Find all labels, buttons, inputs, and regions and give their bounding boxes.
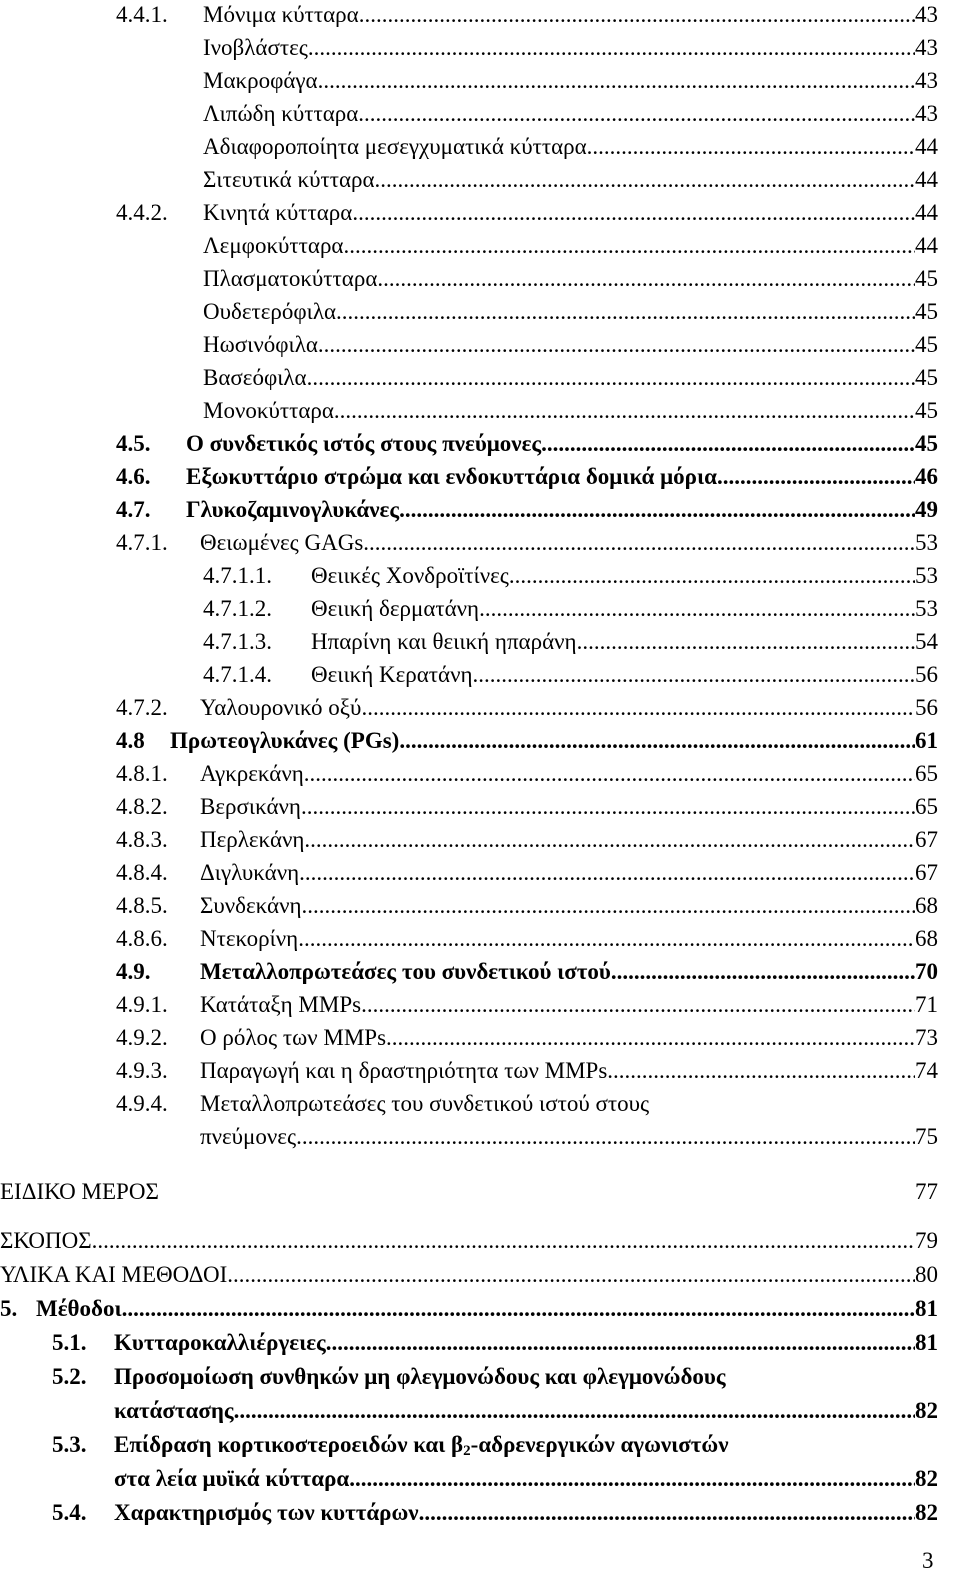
toc-page: 61 xyxy=(915,728,938,753)
toc-entry-ylika[interactable] xyxy=(0,1260,938,1290)
toc-title: Εξωκυττάριο στρώμα και ενδοκυττάρια δομικά μόρια xyxy=(186,464,717,489)
toc-number: 4.7.1.3. xyxy=(203,629,272,654)
toc-entry-4-4-2[interactable] xyxy=(116,198,938,228)
toc-page: 67 xyxy=(915,860,938,885)
toc-page: 68 xyxy=(915,926,938,951)
toc-entry-5-2-line1[interactable] xyxy=(52,1362,726,1392)
toc-entry-4-7-1[interactable] xyxy=(116,528,938,558)
toc-entry-lemfokyttara[interactable] xyxy=(203,231,938,261)
toc-title: Μονοκύτταρα xyxy=(203,398,334,423)
toc-title: Μεταλλοπρωτεάσες του συνδετικού ιστού xyxy=(200,959,611,984)
toc-number: 5.1. xyxy=(52,1330,87,1355)
toc-entry-5-1[interactable] xyxy=(52,1328,938,1358)
toc-title: Συνδεκάνη xyxy=(200,893,302,918)
toc-entry-iosinofila[interactable] xyxy=(203,330,938,360)
toc-entry-4-9-4-line1[interactable] xyxy=(116,1089,649,1119)
toc-number: 5. xyxy=(0,1296,18,1321)
toc-entry-4-7-1-4[interactable] xyxy=(203,660,938,690)
toc-page: 45 xyxy=(915,299,938,324)
toc-number: 4.9. xyxy=(116,959,151,984)
toc-number: 5.3. xyxy=(52,1432,87,1457)
toc-title: -αδρενεργικών αγωνιστών xyxy=(470,1432,729,1457)
toc-title: Αδιαφοροποίητα μεσεγχυματικά κύτταρα xyxy=(203,134,587,159)
toc-number: 4.8.2. xyxy=(116,794,168,819)
toc-entry-5[interactable] xyxy=(0,1294,938,1324)
toc-title: Κινητά κύτταρα xyxy=(203,200,353,225)
toc-entry-adiaforopoiita[interactable] xyxy=(203,132,938,162)
toc-leader xyxy=(299,858,915,888)
toc-entry-4-8-4[interactable] xyxy=(116,858,938,888)
toc-page: 67 xyxy=(915,827,938,852)
toc-title: Περλεκάνη xyxy=(200,827,305,852)
toc-entry-4-5[interactable] xyxy=(116,429,938,459)
toc-page: 45 xyxy=(915,398,938,423)
toc-entry-lipodi[interactable] xyxy=(203,99,938,129)
toc-page: 81 xyxy=(915,1330,938,1355)
toc-leader xyxy=(607,1056,915,1086)
toc-page: 44 xyxy=(915,167,938,192)
toc-page: 49 xyxy=(915,497,938,522)
toc-number: 4.9.4. xyxy=(116,1091,168,1116)
toc-leader xyxy=(304,825,915,855)
toc-title: Πλασματοκύτταρα xyxy=(203,266,378,291)
toc-number: 4.8.5. xyxy=(116,893,168,918)
toc-title: Θειικές Χονδροϊτίνες xyxy=(311,563,509,588)
toc-number: 4.8.4. xyxy=(116,860,168,885)
toc-title: Ηωσινόφιλα xyxy=(203,332,318,357)
toc-entry-4-8[interactable] xyxy=(116,726,938,756)
toc-title: Λιπώδη κύτταρα xyxy=(203,101,359,126)
toc-number: 4.7.1.2. xyxy=(203,596,272,621)
page-number: 3 xyxy=(922,1548,934,1573)
toc-title: ΕΙΔΙΚΟ ΜΕΡΟΣ xyxy=(0,1179,159,1204)
toc-number: 4.7.1.1. xyxy=(203,563,272,588)
toc-page: 45 xyxy=(915,266,938,291)
toc-title: Λεμφοκύτταρα xyxy=(203,233,344,258)
toc-number: 4.8.1. xyxy=(116,761,168,786)
toc-title: Μεταλλοπρωτεάσες του συνδετικού ιστού στους xyxy=(200,1091,650,1116)
toc-leader xyxy=(301,792,915,822)
toc-number: 4.8.6. xyxy=(116,926,168,951)
toc-title: Διγλυκάνη xyxy=(200,860,300,885)
toc-page: 65 xyxy=(915,794,938,819)
toc-entry-4-9[interactable] xyxy=(116,957,938,987)
toc-page: 82 xyxy=(915,1398,938,1423)
toc-entry-4-9-1[interactable] xyxy=(116,990,938,1020)
toc-page: 65 xyxy=(915,761,938,786)
toc-title: Επίδραση κορτικοστεροειδών και β xyxy=(114,1432,464,1457)
toc-leader xyxy=(541,429,915,459)
toc-number: 4.7.1.4. xyxy=(203,662,272,687)
toc-page: 56 xyxy=(915,662,938,687)
toc-subscript: 2 xyxy=(463,1443,471,1459)
toc-title: Χαρακτηρισμός των κυττάρων xyxy=(114,1500,419,1525)
toc-number: 4.7.2. xyxy=(116,695,168,720)
toc-entry-4-8-2[interactable] xyxy=(116,792,938,822)
toc-page: 43 xyxy=(915,68,938,93)
toc-number: 4.9.2. xyxy=(116,1025,168,1050)
toc-entry-4-7-1-1[interactable] xyxy=(203,561,938,591)
toc-section-special[interactable] xyxy=(0,1177,938,1207)
toc-page: 43 xyxy=(915,35,938,60)
toc-leader xyxy=(577,627,915,657)
toc-entry-4-7-2[interactable] xyxy=(116,693,938,723)
toc-title: Πρωτεογλυκάνες (PGs) xyxy=(170,728,400,753)
toc-page: 81 xyxy=(915,1296,938,1321)
toc-entry-4-7[interactable] xyxy=(116,495,938,525)
toc-entry-4-4-1[interactable] xyxy=(116,0,938,30)
toc-leader xyxy=(308,33,915,63)
toc-number: 4.9.3. xyxy=(116,1058,168,1083)
toc-entry-5-2-line2[interactable] xyxy=(114,1396,938,1426)
toc-title: Προσομοίωση συνθηκών μη φλεγμονώδους και φλεγμονώδους xyxy=(114,1364,726,1389)
toc-page: 73 xyxy=(915,1025,938,1050)
toc-page: 44 xyxy=(915,233,938,258)
toc-page: 53 xyxy=(915,563,938,588)
toc-number: 5.2. xyxy=(52,1364,87,1389)
toc-leader xyxy=(386,1023,915,1053)
toc-leader xyxy=(399,726,915,756)
toc-page: 70 xyxy=(915,959,938,984)
toc-leader xyxy=(361,990,915,1020)
toc-leader xyxy=(587,132,915,162)
toc-title: Υαλουρονικό οξύ xyxy=(200,695,362,720)
toc-leader xyxy=(509,561,915,591)
toc-number: 4.4.2. xyxy=(116,200,168,225)
toc-leader xyxy=(363,528,915,558)
toc-entry-4-8-5[interactable] xyxy=(116,891,938,921)
toc-title: Μακροφάγα xyxy=(203,68,318,93)
toc-entry-5-3-line2[interactable] xyxy=(114,1464,938,1494)
toc-page: 45 xyxy=(915,332,938,357)
toc-page: 43 xyxy=(915,101,938,126)
toc-leader xyxy=(611,957,915,987)
toc-leader xyxy=(717,462,915,492)
toc-number: 4.7. xyxy=(116,497,151,522)
toc-number: 4.8 xyxy=(116,728,145,753)
toc-title: πνεύμονες xyxy=(200,1124,297,1149)
toc-leader xyxy=(343,231,915,261)
toc-entry-inovlastes[interactable] xyxy=(203,33,938,63)
toc-entry-4-9-4-line2[interactable] xyxy=(200,1122,938,1152)
toc-number: 5.4. xyxy=(52,1500,87,1525)
toc-page: 53 xyxy=(915,596,938,621)
toc-leader xyxy=(359,0,915,30)
toc-title: Κυτταροκαλλιέργειες xyxy=(114,1330,326,1355)
toc-page: 80 xyxy=(915,1262,938,1287)
toc-leader xyxy=(326,1328,915,1358)
toc-page: 45 xyxy=(915,365,938,390)
toc-number: 4.4.1. xyxy=(116,2,168,27)
toc-leader xyxy=(479,594,915,624)
toc-leader xyxy=(227,1260,915,1290)
toc-leader xyxy=(304,759,915,789)
toc-leader xyxy=(358,99,915,129)
toc-page: 79 xyxy=(915,1228,938,1253)
toc-leader xyxy=(318,66,915,96)
toc-number: 4.9.1. xyxy=(116,992,168,1017)
toc-title: στα λεία μυϊκά κύτταρα xyxy=(114,1466,350,1491)
toc-leader xyxy=(334,396,915,426)
toc-leader xyxy=(307,363,915,393)
toc-title: κατάστασης xyxy=(114,1398,234,1423)
toc-entry-4-8-3[interactable] xyxy=(116,825,938,855)
toc-leader xyxy=(399,495,915,525)
toc-entry-4-9-2[interactable] xyxy=(116,1023,938,1053)
toc-title: Μέθοδοι xyxy=(36,1296,122,1321)
toc-page: 45 xyxy=(915,431,938,456)
toc-page: 54 xyxy=(915,629,938,654)
toc-leader xyxy=(377,264,915,294)
toc-title: Ντεκορίνη xyxy=(200,926,299,951)
toc-entry-plasmatokyttara[interactable] xyxy=(203,264,938,294)
toc-page: 68 xyxy=(915,893,938,918)
toc-page: 44 xyxy=(915,200,938,225)
toc-entry-oudeterofila[interactable] xyxy=(203,297,938,327)
toc-title: Ο ρόλος των MMPs xyxy=(200,1025,387,1050)
toc-title: Ουδετερόφιλα xyxy=(203,299,337,324)
toc-title: Βασεόφιλα xyxy=(203,365,307,390)
toc-leader xyxy=(473,660,915,690)
toc-page: 77 xyxy=(915,1179,938,1204)
toc-entry-skopos[interactable] xyxy=(0,1226,938,1256)
toc-title: Βερσικάνη xyxy=(200,794,301,819)
toc-leader xyxy=(92,1226,915,1256)
toc-entry-monokyttara[interactable] xyxy=(203,396,938,426)
toc-entry-5-4[interactable] xyxy=(52,1498,938,1528)
toc-leader xyxy=(352,198,915,228)
toc-number: 4.7.1. xyxy=(116,530,168,555)
toc-title: Σιτευτικά κύτταρα xyxy=(203,167,375,192)
toc-page: 43 xyxy=(915,2,938,27)
toc-page: 82 xyxy=(915,1500,938,1525)
toc-leader xyxy=(375,165,915,195)
toc-number: 4.5. xyxy=(116,431,151,456)
toc-leader xyxy=(318,330,915,360)
toc-title: Παραγωγή και η δραστηριότητα των MMPs xyxy=(200,1058,608,1083)
toc-title: Θειωμένες GAGs xyxy=(200,530,364,555)
toc-leader xyxy=(336,297,915,327)
toc-entry-4-9-3[interactable] xyxy=(116,1056,938,1086)
toc-entry-makrofaga[interactable] xyxy=(203,66,938,96)
toc-title: Ο συνδετικός ιστός στους πνεύμονες xyxy=(186,431,542,456)
toc-title: Ηπαρίνη και θειική ηπαράνη xyxy=(311,629,577,654)
toc-entry-4-7-1-2[interactable] xyxy=(203,594,938,624)
toc-entry-4-6[interactable] xyxy=(116,462,938,492)
toc-title: Μόνιμα κύτταρα xyxy=(203,2,359,27)
toc-leader xyxy=(296,1122,915,1152)
toc-number: 4.6. xyxy=(116,464,151,489)
toc-leader xyxy=(349,1464,915,1494)
toc-leader xyxy=(298,924,915,954)
toc-entry-4-8-6[interactable] xyxy=(116,924,938,954)
toc-title: Θειική Κερατάνη xyxy=(311,662,473,687)
toc-page: 74 xyxy=(915,1058,938,1083)
toc-entry-vaseofila[interactable] xyxy=(203,363,938,393)
toc-page: 53 xyxy=(915,530,938,555)
toc-entry-5-3-line1[interactable] xyxy=(52,1430,729,1460)
toc-number: 4.8.3. xyxy=(116,827,168,852)
toc-entry-siteftika[interactable] xyxy=(203,165,938,195)
toc-page: 75 xyxy=(915,1124,938,1149)
toc-page: 44 xyxy=(915,134,938,159)
toc-leader xyxy=(122,1294,915,1324)
toc-page: 82 xyxy=(915,1466,938,1491)
toc-title: Γλυκοζαμινογλυκάνες xyxy=(186,497,400,522)
toc-page: 46 xyxy=(915,464,938,489)
toc-title: Ινοβλάστες xyxy=(203,35,308,60)
toc-leader xyxy=(361,693,915,723)
toc-title: ΣΚΟΠΟΣ xyxy=(0,1228,92,1253)
toc-entry-4-7-1-3[interactable] xyxy=(203,627,938,657)
toc-page: 71 xyxy=(915,992,938,1017)
toc-leader xyxy=(234,1396,915,1426)
toc-title: Κατάταξη MMPs xyxy=(200,992,362,1017)
toc-leader xyxy=(302,891,915,921)
toc-entry-4-8-1[interactable] xyxy=(116,759,938,789)
toc-title: ΥΛΙΚΑ ΚΑΙ ΜΕΘΟΔΟΙ xyxy=(0,1262,228,1287)
toc-page: 56 xyxy=(915,695,938,720)
toc-title: Αγκρεκάνη xyxy=(200,761,304,786)
toc-leader xyxy=(419,1498,915,1528)
toc-title: Θειική δερματάνη xyxy=(311,596,480,621)
